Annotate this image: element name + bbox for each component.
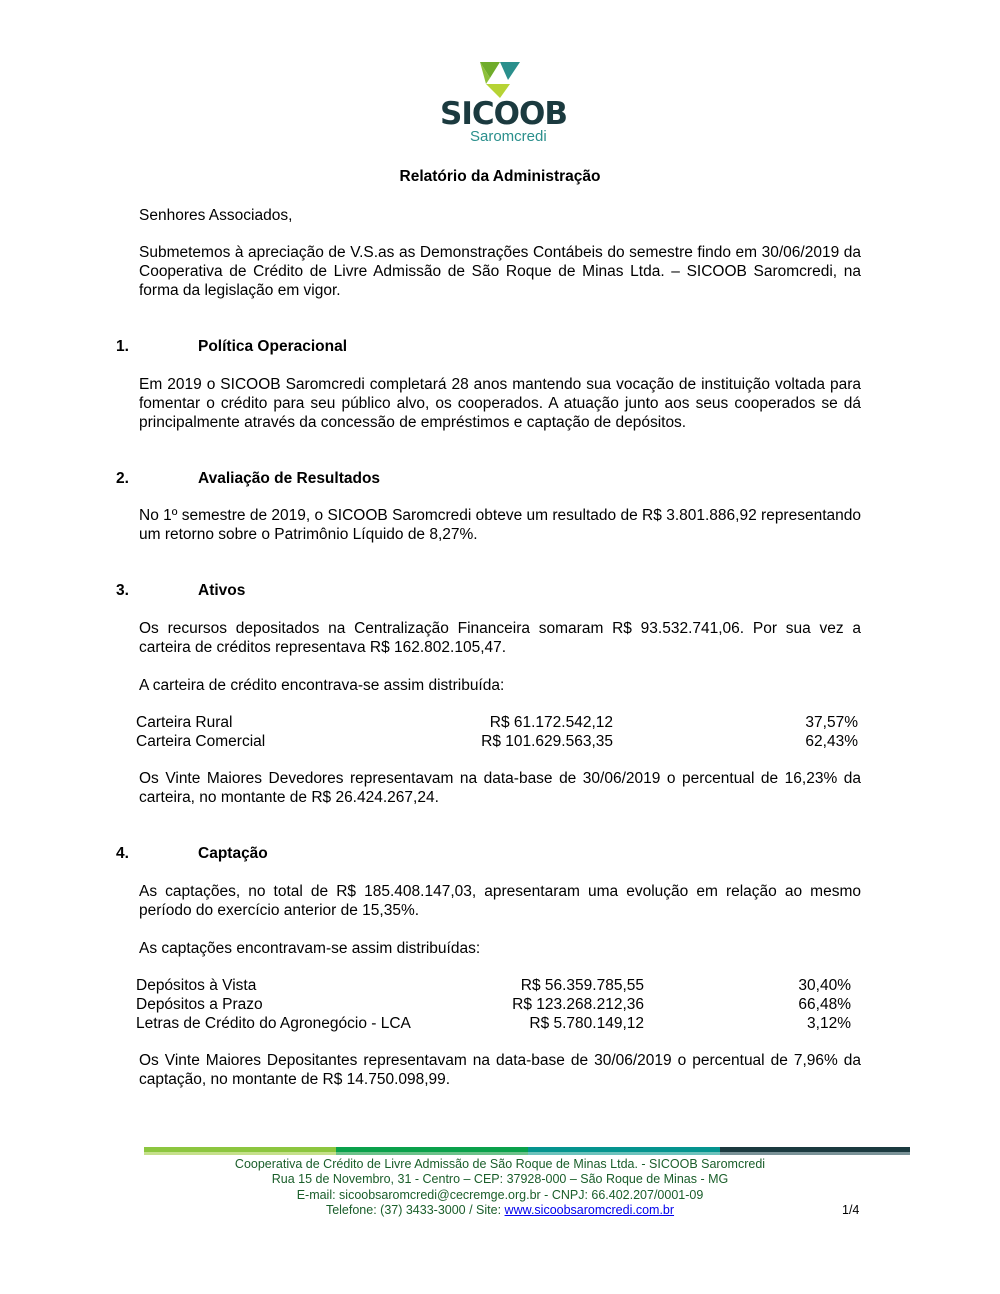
section-4-text3: Os Vinte Maiores Depositantes representavam na data-base de 30/06/2019 o percentual de 7,96% da captação, no montante de R$ 14.750.098,99. [139,1052,861,1088]
section-heading-3: 3. Ativos [116,582,246,599]
logo-triangle-icon [440,60,560,100]
footer-line-1: Cooperativa de Crédito de Livre Admissão de São Roque de Minas Ltda. - SICOOB Saromcredi [234,1157,766,1171]
section-3-text2: A carteira de crédito encontrava-se assim distribuída: [139,677,505,694]
footer-line-3: E-mail: sicoobsaromcredi@cecremge.org.br - CNPJ: 66.402.207/0001-09 [296,1188,704,1202]
logo-sub: Saromcredi [470,128,547,145]
greeting: Senhores Associados, [139,207,293,224]
section-4-text2: As captações encontravam-se assim distribuídas: [139,940,481,957]
page-number: 1/4 [842,1203,860,1217]
table-row: Depósitos a Prazo R$ 123.268.212,36 66,48% [136,996,851,1013]
section-heading-4: 4. Captação [116,845,268,862]
section-heading-1: 1. Política Operacional [116,338,348,355]
page-title: Relatório da Administração [399,168,601,185]
footer-line-4: Telefone: (37) 3433-3000 / Site: www.sicoobsaromcredi.com.br [325,1203,675,1217]
table-row: Carteira Rural R$ 61.172.542,12 37,57% [136,714,858,731]
table-row: Carteira Comercial R$ 101.629.563,35 62,43% [136,733,858,750]
section-3-text3: Os Vinte Maiores Devedores representavam na data-base de 30/06/2019 o percentual de 16,23% da carteira, no montante de R$ 26.424.267,24. [139,770,861,806]
section-4-text: As captações, no total de R$ 185.408.147,03, apresentaram uma evolução em relação ao mesmo período do exercício anterior de 15,35%. [139,883,861,919]
logo-brand: SICOOB [440,96,567,132]
table-row: Depósitos à Vista R$ 56.359.785,55 30,40% [136,977,851,994]
section-heading-2: 2. Avaliação de Resultados [116,470,381,487]
table-row: Letras de Crédito do Agronegócio - LCA R$ 5.780.149,12 3,12% [136,1015,851,1032]
sicoob-logo [440,60,567,146]
section-1-text: Em 2019 o SICOOB Saromcredi completará 28 anos mantendo sua vocação de instituição voltada para fomentar o crédito para seu público alvo, os cooperados. A atuação junto aos seus cooperados se dá principalmente através da concessão de empréstimos e captação de depósitos. [139,376,861,431]
footer-line-2: Rua 15 de Novembro, 31 - Centro – CEP: 37928-000 – São Roque de Minas - MG [271,1172,729,1186]
section-2-text: No 1º semestre de 2019, o SICOOB Saromcredi obteve um resultado de R$ 3.801.886,92 representando um retorno sobre o Patrimônio Líquido de 8,27%. [139,507,861,543]
site-link[interactable]: www.sicoobsaromcredi.com.br [504,1203,675,1217]
intro-paragraph: Submetemos à apreciação de V.S.as as Demonstrações Contábeis do semestre findo em 30/06/2019 da Cooperativa de Crédito de Livre Admissão de São Roque de Minas Ltda. – SICOOB Saromcredi, na forma da legislação em vigor. [139,244,861,299]
section-3-text: Os recursos depositados na Centralização Financeira somaram R$ 93.532.741,06. Por sua vez a carteira de créditos representava R$ 162.802.105,47. [139,620,861,656]
